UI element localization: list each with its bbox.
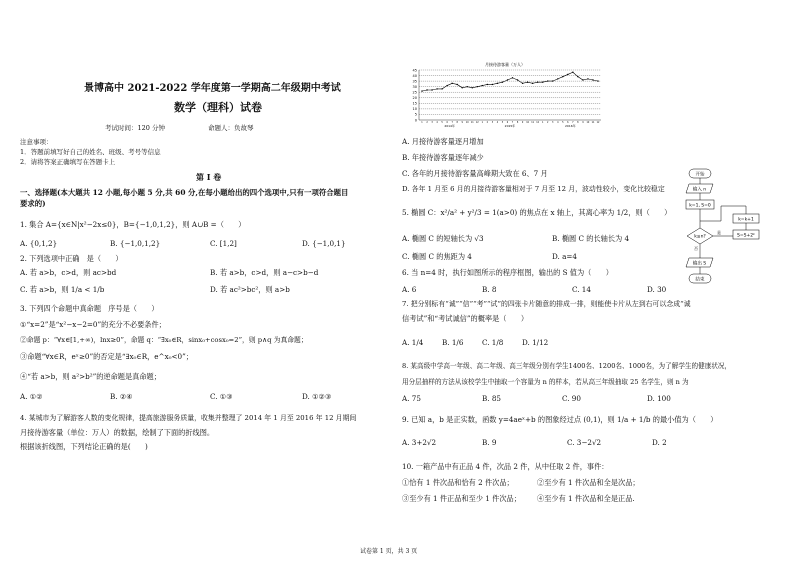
q5-opt-c: C. 椭圆 C 的焦距为 4	[402, 252, 472, 261]
flow-input: 输入 n	[692, 187, 707, 193]
data-point	[492, 84, 493, 85]
q7-opt-a: A. 1/4	[402, 338, 424, 347]
x-tick-label: 2	[486, 121, 489, 125]
x-tick-label: 10	[526, 121, 529, 125]
note-1: 1．答题前填写好自己的姓名、班级、考号等信息	[20, 148, 161, 156]
chart-grid	[419, 70, 601, 114]
x-tick-label: 11	[470, 121, 474, 125]
data-point	[597, 80, 598, 81]
exam-title: 景博高中 2021-2022 学年度第一学期高二年级期中考试	[84, 83, 341, 94]
q8-line-2: 用分层抽样的方法从该校学生中抽取一个容量为 n 的样本，若从高三年级抽取 25 名学生，则 n 为	[402, 378, 689, 386]
x-tick-label: 6	[506, 121, 509, 125]
q8-opt-c: C. 90	[562, 394, 581, 403]
q2-opt-b: B. 若 a>b，c>d，则 a−c>b−d	[210, 268, 319, 277]
q3-opt-a: A. ①②	[20, 392, 43, 401]
y-tick-label: 15	[412, 101, 417, 106]
section-label: 第 I 卷	[196, 172, 222, 182]
q7-opt-c: C. 1/8	[482, 338, 504, 347]
x-tick-label: 2	[547, 121, 549, 125]
data-point	[547, 80, 548, 81]
q3-stem: 3. 下列四个命题中真命题 序号是（ ）	[20, 304, 159, 313]
q1-stem: 1. 集合 A={x∈N|x²−2x≤0}，B={−1,0,1,2}，则 A∪B =（ ）	[20, 220, 246, 229]
x-group-label: 2014年	[444, 124, 455, 128]
data-point	[482, 85, 483, 86]
q2-opt-d: D. 若 ac²>bc²，则 a>b	[210, 285, 290, 294]
q4-opt-a: A. 月接待游客量逐月增加	[402, 137, 484, 146]
y-tick-label: 35	[412, 79, 417, 84]
section-intro-1: 一、选择题(本大题共 12 小题,每小题 5 分,共 60 分,在每小题给出的四个选项中,只有一项符合题目	[20, 188, 349, 197]
q8-opt-d: D. 100	[647, 394, 671, 403]
q10-stem: 10. 一箱产品中有正品 4 件，次品 2 件，从中任取 2 件，事件：	[402, 462, 609, 471]
y-tick-label: 5	[414, 112, 417, 117]
q5-opt-a: A. 椭圆 C 的短轴长为 √3	[402, 234, 484, 243]
q9-stem: 9. 已知 a，b 是正实数，函数 y=4aeˣ+b 的图象经过点 (0,1)，则 1/a + 1/b 的最小值为（ ）	[402, 415, 718, 424]
data-point	[436, 88, 437, 89]
data-point	[527, 82, 528, 83]
q1-opt-b: B. {−1,0,1,2}	[110, 239, 161, 248]
q1-opt-a: A. {0,1,2}	[20, 239, 58, 248]
q7-line-2: 信考试”和“考试诚信”的概率是（ ）	[402, 314, 529, 323]
y-tick-label: 30	[412, 84, 417, 89]
data-point	[532, 83, 533, 84]
chart-x-groups	[444, 123, 575, 128]
q6-opt-c: C. 14	[572, 285, 591, 294]
x-tick-label: 1	[421, 121, 423, 125]
data-point	[431, 89, 432, 90]
y-tick-label: 40	[412, 73, 417, 78]
q3-opt-c: C. ①③	[210, 392, 233, 401]
data-point	[562, 76, 563, 77]
q5-stem: 5. 椭圆 C：x²/a² + y²/3 = 1(a>0) 的焦点在 x 轴上，其离心率为 1/2，则（ ）	[402, 208, 672, 217]
q9-opt-d: D. 2	[652, 438, 667, 447]
flow-no-label: 否	[694, 246, 698, 251]
data-point	[517, 79, 518, 80]
x-tick-label: 1	[481, 121, 484, 125]
data-point	[446, 85, 447, 86]
q10-line-4: ④至少有 1 件次品和全是正品.	[537, 494, 635, 503]
flow-end: 结束	[695, 277, 705, 283]
notes-title: 注意事项：	[20, 138, 53, 146]
data-point	[421, 90, 422, 91]
q10-line-1: ①恰有 1 件次品和恰有 2 件次品；	[402, 478, 514, 487]
x-tick-label: 7	[451, 121, 453, 125]
data-point	[522, 83, 523, 84]
q10-line-2: ②至少有 1 件次品和全是次品；	[537, 478, 640, 487]
x-tick-label: 9	[461, 121, 463, 125]
x-tick-label: 5	[562, 121, 564, 125]
data-point	[441, 88, 442, 89]
data-point	[572, 72, 573, 73]
data-point	[457, 84, 458, 85]
x-tick-label: 9	[521, 121, 524, 125]
x-tick-label: 7	[572, 121, 574, 125]
data-point	[512, 77, 513, 78]
data-point	[592, 79, 593, 80]
x-tick-label: 10	[586, 121, 590, 125]
page-footer: 试卷第 1 页，共 3 页	[360, 548, 418, 555]
x-tick-label: 12	[596, 121, 600, 125]
exam-author: 命题人：负故琴	[208, 124, 254, 132]
q8-opt-a: A. 75	[402, 394, 421, 403]
chart-series-line	[422, 72, 598, 91]
q8-opt-b: B. 85	[482, 394, 501, 403]
x-tick-label: 11	[591, 121, 595, 125]
data-point	[537, 82, 538, 83]
q7-opt-b: B. 1/6	[442, 338, 464, 347]
section-intro-2: 要求的)	[20, 199, 46, 208]
y-tick-label: 25	[412, 90, 417, 95]
note-2: 2．请将答案正确填写在答题卡上	[20, 158, 116, 166]
q10-line-3: ③至少有 1 件正品和至少 1 件次品；	[402, 494, 521, 503]
data-point	[467, 86, 468, 87]
q7-opt-d: D. 1/12	[522, 338, 549, 347]
q3-opt-d: D. ①②③	[302, 392, 332, 401]
data-point	[451, 83, 452, 84]
q5-opt-d: D. a=4	[552, 252, 577, 261]
x-tick-label: 8	[577, 121, 579, 125]
data-point	[477, 86, 478, 87]
q7-stem: 7. 把分别标有“诚”“信”“考”“试”的四张卡片随意的排成一排，则能使卡片从左到右可以念成“诚	[402, 300, 691, 308]
chart-title: 月接待游客量（万人）	[485, 62, 525, 67]
data-point	[487, 84, 488, 85]
flow-body: S=S+2ᵏ	[736, 233, 756, 239]
q3-line-4: ④“若 a>b，则 a²>b²”的逆命题是真命题；	[20, 372, 161, 381]
x-tick-label: 3	[552, 121, 554, 125]
x-tick-label: 5	[501, 121, 504, 125]
data-point	[472, 87, 473, 88]
x-tick-label: 1	[541, 121, 544, 125]
x-tick-label: 4	[496, 121, 499, 125]
q2-opt-a: A. 若 a>b，c>d，则 ac>bd	[20, 268, 117, 277]
x-tick-label: 8	[456, 121, 458, 125]
flow-inc: k=k+1	[738, 217, 754, 223]
q6-opt-b: B. 8	[482, 285, 497, 294]
data-point	[462, 87, 463, 88]
x-tick-label: 2	[426, 121, 428, 125]
q4-stem: 4. 某城市为了解游客人数的变化规律，提高旅游服务质量，收集并整理了 2014 年 1 月至 2016 年 12 月期间	[20, 414, 357, 422]
x-tick-label: 8	[516, 121, 519, 125]
q9-opt-b: B. 9	[482, 438, 497, 447]
visitor-line-chart	[405, 60, 605, 130]
data-point	[552, 80, 553, 81]
flow-init: k=1, S=0	[689, 203, 711, 209]
x-group-label: 2016年	[565, 124, 576, 128]
data-point	[587, 78, 588, 79]
x-tick-label: 4	[436, 121, 438, 125]
q3-opt-b: B. ②④	[110, 392, 133, 401]
chart-y-axis	[413, 68, 417, 122]
q2-stem: 2. 下列选项中正确 是（ ）	[20, 254, 123, 263]
x-tick-label: 3	[431, 121, 433, 125]
flow-cond: k≤n?	[694, 234, 706, 240]
y-tick-label: 20	[412, 96, 417, 101]
x-tick-label: 12	[475, 121, 479, 125]
data-point	[507, 79, 508, 80]
q6-stem: 6. 当 n=4 时，执行如图所示的程序框图，输出的 S 值为（ ）	[402, 268, 613, 277]
q6-opt-a: A. 6	[402, 285, 417, 294]
q5-opt-b: B. 椭圆 C 的长轴长为 4	[552, 234, 630, 243]
x-tick-label: 9	[582, 121, 584, 125]
exam-subtitle: 数学（理科）试卷	[174, 101, 262, 114]
q3-line-2: ②命题 p：“∀x∈[1,+∞)，lnx≥0”，命题 q：“∃x₀∈R，sinx₀+cosx₀=2”，则 p∧q 为真命题；	[20, 336, 308, 344]
data-point	[582, 79, 583, 80]
q6-opt-d: D. 30	[647, 285, 667, 294]
y-tick-label: 10	[412, 107, 417, 112]
q2-opt-c: C. 若 a>b，则 1/a < 1/b	[20, 285, 105, 294]
q4-opt-c: C. 各年的月接待游客量高峰期大致在 6、7 月	[402, 169, 548, 178]
program-flowchart	[681, 166, 761, 316]
data-point	[577, 76, 578, 77]
x-tick-label: 11	[531, 121, 535, 125]
x-tick-label: 7	[511, 121, 514, 125]
exam-time: 考试时间：120 分钟	[105, 124, 165, 132]
data-point	[497, 83, 498, 84]
x-tick-label: 4	[557, 121, 559, 125]
x-tick-label: 3	[491, 121, 494, 125]
q8-stem: 8. 某高级中学高一年级、高二年级、高三年级分别有学生1400名、1200名、1000名，为了解学生的健康状况，	[402, 362, 732, 370]
x-tick-label: 6	[567, 121, 569, 125]
data-point	[542, 82, 543, 83]
q4-opt-b: B. 年接待游客量逐年减少	[402, 153, 484, 162]
x-group-label: 2015年	[504, 124, 516, 128]
data-point	[502, 82, 503, 83]
q4-line-1: 月接待游客量（单位：万人）的数据，绘制了下面的折线图。	[20, 428, 215, 437]
q9-opt-c: C. 3−2√2	[567, 438, 602, 447]
q4-opt-d: D. 各年 1 月至 6 月的月接待游客量相对于 7 月至 12 月，波动性较小，变化比较稳定	[402, 185, 665, 193]
flow-start: 开始	[695, 172, 705, 178]
q3-line-1: ①“x=2”是“x²−x−2=0”的充分不必要条件；	[20, 320, 166, 329]
y-tick-label: 0	[414, 118, 417, 123]
data-point	[557, 78, 558, 79]
x-tick-label: 5	[441, 121, 443, 125]
flow-output: 输出 S	[692, 261, 707, 267]
q4-line-2: 根据该折线图，下列结论正确的是( )	[20, 442, 148, 451]
data-point	[426, 89, 427, 90]
data-point	[567, 74, 568, 75]
x-tick-label: 6	[446, 121, 448, 125]
flow-yes-label: 是	[717, 230, 721, 235]
x-tick-label: 12	[536, 121, 540, 125]
x-tick-label: 10	[465, 121, 469, 125]
q9-opt-a: A. 3+2√2	[402, 438, 437, 447]
q1-opt-d: D. {−1,0,1}	[302, 239, 346, 248]
q3-line-3: ③命题“∀x∈R，eˣ≥0”的否定是“∃x₀∈R，e^x₀<0”；	[20, 352, 193, 361]
y-tick-label: 45	[412, 68, 417, 73]
q1-opt-c: C. [1,2]	[210, 239, 237, 248]
